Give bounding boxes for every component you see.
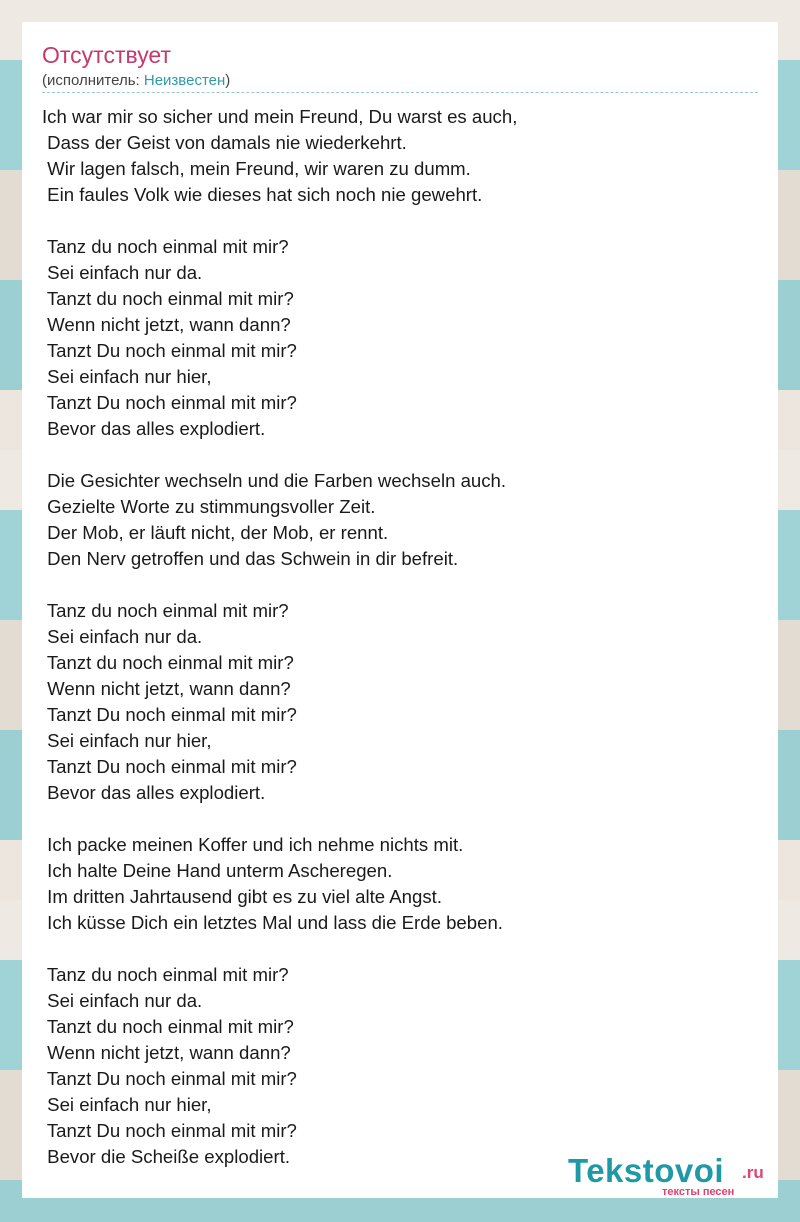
lyric-line: Sei einfach nur da. <box>42 262 203 283</box>
lyric-line: Tanz du noch einmal mit mir? <box>42 236 289 257</box>
lyric-line <box>42 572 758 598</box>
lyric-line: Ich war mir so sicher und mein Freund, Du warst es auch, <box>42 106 518 127</box>
lyric-line: Bevor die Scheiße explodiert. <box>42 1146 291 1167</box>
lyric-line: Tanzt Du noch einmal mit mir? <box>42 756 297 777</box>
lyric-line: Wir lagen falsch, mein Freund, wir waren zu dumm. <box>42 158 471 179</box>
logo-main-text: Tekstovoi <box>568 1152 725 1189</box>
lyric-line: Sei einfach nur da. <box>42 990 203 1011</box>
lyric-line: Den Nerv getroffen und das Schwein in dir befreit. <box>42 548 459 569</box>
logo-tagline: тексты песен <box>662 1186 735 1198</box>
song-title: Отсутствует <box>42 42 171 68</box>
artist-suffix: ) <box>225 72 231 89</box>
lyric-line: Sei einfach nur hier, <box>42 730 212 751</box>
lyric-line: Bevor das alles explodiert. <box>42 782 266 803</box>
lyric-line: Wenn nicht jetzt, wann dann? <box>42 314 291 335</box>
artist-line <box>42 72 230 89</box>
lyric-line: Sei einfach nur hier, <box>42 366 212 387</box>
logo-tld: .ru <box>742 1163 764 1182</box>
lyric-line: Der Mob, er läuft nicht, der Mob, er rennt. <box>42 522 389 543</box>
lyric-line: Wenn nicht jetzt, wann dann? <box>42 1042 291 1063</box>
lyric-line: Sei einfach nur da. <box>42 626 203 647</box>
lyric-line: Tanz du noch einmal mit mir? <box>42 600 289 621</box>
lyric-line: Ich halte Deine Hand unterm Ascheregen. <box>42 860 393 881</box>
lyric-line: Tanzt Du noch einmal mit mir? <box>42 1068 297 1089</box>
lyric-line: Ein faules Volk wie dieses hat sich noch nie gewehrt. <box>42 184 483 205</box>
lyric-line <box>42 936 758 962</box>
lyric-line: Ich packe meinen Koffer und ich nehme nichts mit. <box>42 834 464 855</box>
lyric-line: Gezielte Worte zu stimmungsvoller Zeit. <box>42 496 376 517</box>
lyric-line: Tanzt du noch einmal mit mir? <box>42 288 294 309</box>
lyric-line: Tanzt du noch einmal mit mir? <box>42 652 294 673</box>
lyric-line: Wenn nicht jetzt, wann dann? <box>42 678 291 699</box>
lyric-line: Tanzt Du noch einmal mit mir? <box>42 340 297 361</box>
lyric-line: Ich küsse Dich ein letztes Mal und lass die Erde beben. <box>42 912 503 933</box>
lyric-line <box>42 208 758 234</box>
artist-link[interactable]: Неизвестен <box>143 72 226 89</box>
lyric-line: Tanz du noch einmal mit mir? <box>42 964 289 985</box>
lyric-line <box>42 442 758 468</box>
lyric-line: Dass der Geist von damals nie wiederkehrt. <box>42 132 407 153</box>
site-logo[interactable] <box>568 1152 778 1198</box>
artist-prefix: (исполнитель: <box>42 72 144 89</box>
lyric-line: Die Gesichter wechseln und die Farben wechseln auch. <box>42 470 507 491</box>
lyrics-text <box>42 104 758 1170</box>
lyric-line: Tanzt du noch einmal mit mir? <box>42 1016 294 1037</box>
lyric-line <box>42 806 758 832</box>
lyric-line: Sei einfach nur hier, <box>42 1094 212 1115</box>
lyric-line: Im dritten Jahrtausend gibt es zu viel alte Angst. <box>42 886 442 907</box>
lyrics-card <box>22 22 778 1198</box>
lyric-line: Bevor das alles explodiert. <box>42 418 266 439</box>
lyric-line: Tanzt Du noch einmal mit mir? <box>42 1120 297 1141</box>
lyric-line: Tanzt Du noch einmal mit mir? <box>42 704 297 725</box>
lyric-line: Tanzt Du noch einmal mit mir? <box>42 392 297 413</box>
divider <box>42 92 758 93</box>
